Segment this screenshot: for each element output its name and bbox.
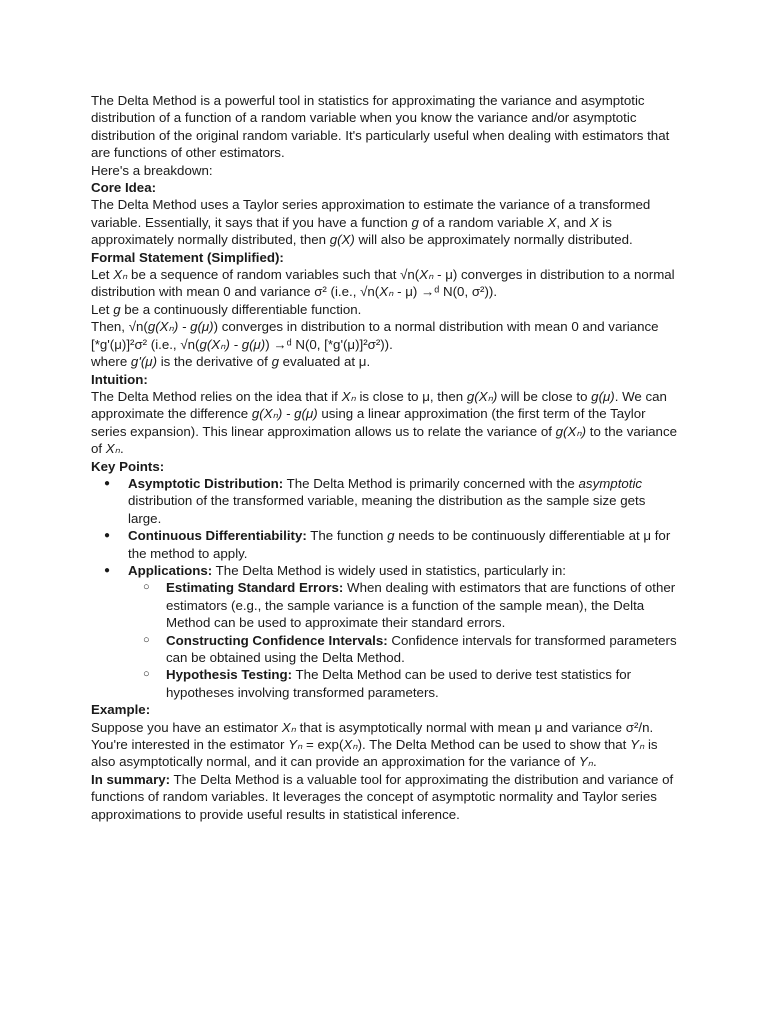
- formal-line-4: where g'(μ) is the derivative of g evaluated at μ.: [91, 354, 371, 370]
- formal-line-3: Then, √n(g(Xₙ) - g(μ)) converges in distribution to a normal distribution with mean 0 and variance [*g'(μ)]²σ² (i.e., √n(g(Xₙ) - g(μ)) →ᵈ N(0, [*g'(μ)]²σ²)).: [91, 319, 659, 352]
- intro-paragraph: The Delta Method is a powerful tool in statistics for approximating the variance and asymptotic distribution of a function of a random variable when you know the variance and/or asymptotic distribution of the original random variable. It's particularly useful when dealing with estimators that are functions of other estimators.: [91, 93, 670, 161]
- sublist-item-standard-errors: ○ Estimating Standard Errors: When dealing with estimators that are functions of other estimators (e.g., the sample variance is a function of the sample mean), the Delta Method can be used to approximate their standard errors.: [128, 579, 681, 631]
- key-points-list: [91, 475, 681, 701]
- key-points-heading: Key Points:: [91, 458, 165, 474]
- intuition-heading: Intuition:: [91, 371, 148, 387]
- document-body: [91, 92, 681, 823]
- example-paragraph: Suppose you have an estimator Xₙ that is asymptotically normal with mean μ and variance σ²/n. You're interested in the estimator Yₙ = exp(Xₙ). The Delta Method can be used to show that Yₙ is also asymptotically normal, and it can provide an approximation for the variance of Yₙ.: [91, 719, 658, 770]
- applications-sublist: [128, 579, 681, 701]
- breakdown-line: Here's a breakdown:: [91, 162, 213, 178]
- core-idea-paragraph: The Delta Method uses a Taylor series approximation to estimate the variance of a transformed variable. Essentially, it says that if you have a function g of a random variable X, and X is approximately normally distributed, then g(X) will also be approximately normally distributed.: [91, 197, 651, 248]
- sublist-item-confidence-intervals: ○ Constructing Confidence Intervals: Confidence intervals for transformed parameters can be obtained using the Delta Method.: [128, 632, 681, 667]
- example-heading: Example:: [91, 702, 151, 718]
- summary-paragraph: In summary: The Delta Method is a valuable tool for approximating the distribution and variance of functions of random variables. It leverages the concept of asymptotic normality and Taylor series approximations to provide useful results in statistical inference.: [91, 771, 674, 822]
- sublist-item-hypothesis-testing: ○ Hypothesis Testing: The Delta Method can be used to derive test statistics for hypotheses involving transformed parameters.: [128, 666, 681, 701]
- formal-line-1: Let Xₙ be a sequence of random variables such that √n(Xₙ - μ) converges in distribution to a normal distribution with mean 0 and variance σ² (i.e., √n(Xₙ - μ) →ᵈ N(0, σ²)).: [91, 267, 675, 300]
- intuition-paragraph: The Delta Method relies on the idea that if Xₙ is close to μ, then g(Xₙ) will be close to g(μ). We can approximate the difference g(Xₙ) - g(μ) using a linear approximation (the first term of the Taylor series expansion). This linear approximation allows us to relate the variance of g(Xₙ) to the variance of Xₙ.: [91, 388, 677, 457]
- formal-line-2: Let g be a continuously differentiable function.: [91, 301, 362, 317]
- core-idea-heading: Core Idea:: [91, 180, 157, 196]
- formal-statement-heading: Formal Statement (Simplified):: [91, 249, 284, 265]
- list-item-continuous: ● Continuous Differentiability: The function g needs to be continuously differentiable at μ for the method to apply.: [91, 527, 681, 562]
- list-item-asymptotic: ● Asymptotic Distribution: The Delta Method is primarily concerned with the asymptotic distribution of the transformed variable, meaning the distribution as the sample size gets large.: [91, 475, 681, 527]
- list-item-applications: ● Applications: The Delta Method is widely used in statistics, particularly in: ○ Estimating Standard Errors: When dealing with estimators that are functions of other estimators (e.g., the sample variance is a function of the sample mean), the Delta Method can be used to approximate their standard errors. ○ Constructing Confidence Intervals: Confidence intervals for transformed parameters can be obtained using the Delta Method. ○ Hypothesis Testing: The Delta Method can be used to derive test statistics for hypotheses involving transformed parameters.: [91, 562, 681, 701]
